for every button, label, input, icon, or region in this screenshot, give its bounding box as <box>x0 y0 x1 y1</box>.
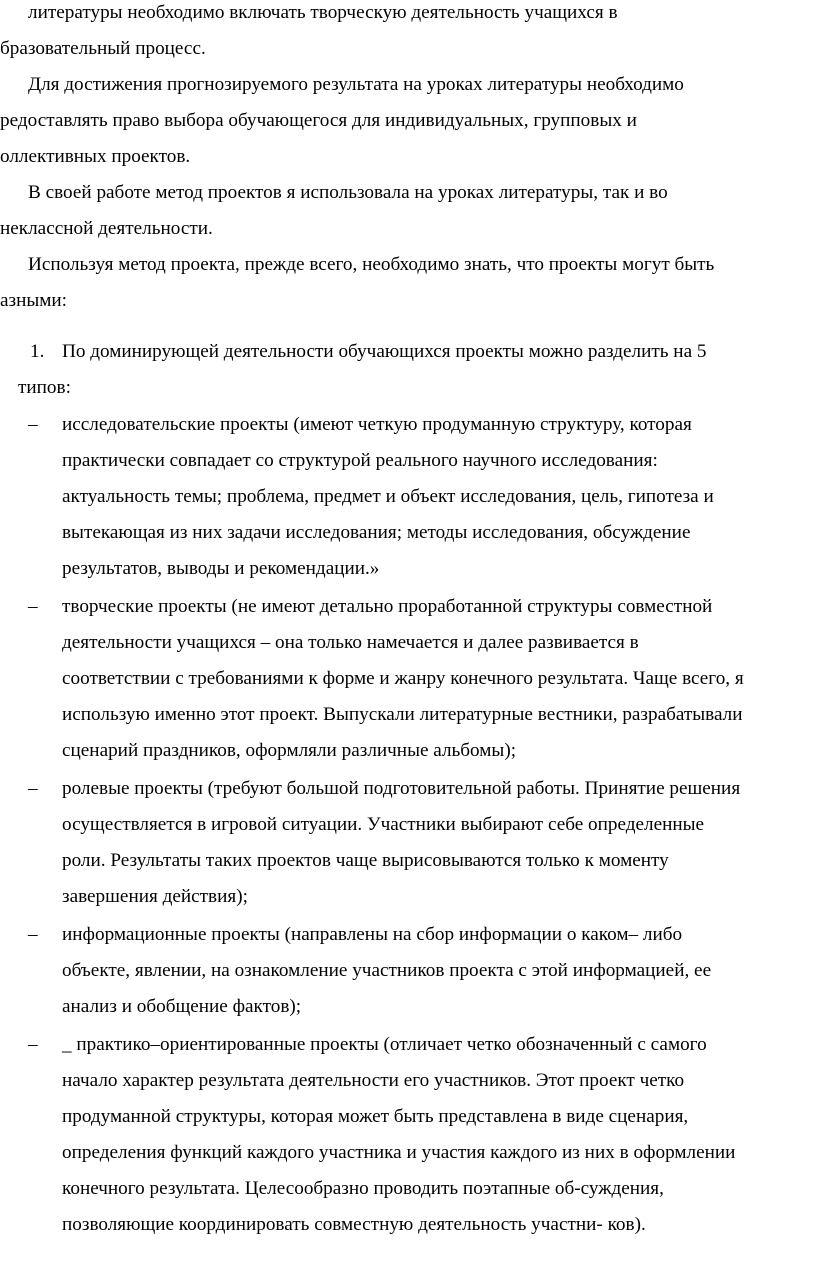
bullet-1-line-1: исследовательские проекты (имеют четкую продуманную структуру, которая <box>62 414 692 435</box>
paragraph-3-line-1: В своей работе метод проектов я использовала на уроках литературы, так и во <box>28 182 668 203</box>
bullet-dash-icon: – <box>28 414 38 435</box>
bullet-5-line-1: _ практико–ориентированные проекты (отличает четко обозначенный с самого <box>62 1034 707 1055</box>
paragraph-2-line-1: Для достижения прогнозируемого результата на уроках литературы необходимо <box>28 74 684 95</box>
bullet-5-line-4: определения функций каждого участника и участия каждого из них в оформлении <box>62 1142 736 1163</box>
bullet-dash-icon: – <box>28 1034 38 1055</box>
bullet-1-line-2: практически совпадает со структурой реального научного исследования: <box>62 450 658 471</box>
paragraph-2-line-2: редоставлять право выбора обучающегося для индивидуальных, групповых и <box>0 110 637 131</box>
bullet-2-line-5: сценарий праздников, оформляли различные альбомы); <box>62 740 517 761</box>
bullet-3-line-3: роли. Результаты таких проектов чаще вырисовываются только к моменту <box>62 850 669 871</box>
list-number: 1. <box>30 341 45 362</box>
bullet-4-line-1: информационные проекты (направлены на сбор информации о каком– либо <box>62 924 683 945</box>
bullet-2-line-4: использую именно этот проект. Выпускали литературные вестники, разрабатывали <box>62 704 743 725</box>
bullet-5-line-3: продуманной структуры, которая может быть представлена в виде сценария, <box>62 1106 689 1127</box>
paragraph-3-line-2: неклассной деятельности. <box>0 218 213 239</box>
bullet-1-line-4: вытекающая из них задачи исследования; методы исследования, обсуждение <box>62 522 691 543</box>
paragraph-4-line-2: азными: <box>0 290 67 311</box>
paragraph-1-line-2: бразовательный процесс. <box>0 38 206 59</box>
bullet-dash-icon: – <box>28 924 38 945</box>
bullet-3-line-4: завершения действия); <box>62 886 248 907</box>
bullet-2-line-2: деятельности учащихся – она только намечается и далее развивается в <box>62 632 639 653</box>
bullet-1-line-5: результатов, выводы и рекомендации.» <box>62 558 380 579</box>
paragraph-4-line-1: Используя метод проекта, прежде всего, необходимо знать, что проекты могут быть <box>28 254 715 275</box>
bullet-2-line-1: творческие проекты (не имеют детально проработанной структуры совместной <box>62 596 713 617</box>
bullet-5-line-6: позволяющие координировать совместную деятельность участни- ков). <box>62 1214 646 1235</box>
bullet-4-line-2: объекте, явлении, на ознакомление участников проекта с этой информацией, ее <box>62 960 712 981</box>
numbered-item-line-1: По доминирующей деятельности обучающихся проекты можно разделить на 5 <box>62 341 707 362</box>
bullet-dash-icon: – <box>28 778 38 799</box>
bullet-1-line-3: актуальность темы; проблема, предмет и объект исследования, цель, гипотеза и <box>62 486 714 507</box>
bullet-5-line-5: конечного результата. Целесообразно проводить поэтапные об-суждения, <box>62 1178 664 1199</box>
paragraph-2-line-3: оллективных проектов. <box>0 146 191 167</box>
bullet-5-line-2: начало характер результата деятельности его участников. Этот проект четко <box>62 1070 685 1091</box>
bullet-dash-icon: – <box>28 596 38 617</box>
bullet-2-line-3: соответствии с требованиями к форме и жанру конечного результата. Чаще всего, я <box>62 668 744 689</box>
bullet-4-line-3: анализ и обобщение фактов); <box>62 996 302 1017</box>
bullet-3-line-2: осуществляется в игровой ситуации. Участники выбирают себе определенные <box>62 814 705 835</box>
numbered-item-line-2: типов: <box>18 377 71 398</box>
bullet-3-line-1: ролевые проекты (требуют большой подготовительной работы. Принятие решения <box>62 778 741 799</box>
paragraph-1-line-1: литературы необходимо включать творческую деятельность учащихся в <box>28 2 618 23</box>
